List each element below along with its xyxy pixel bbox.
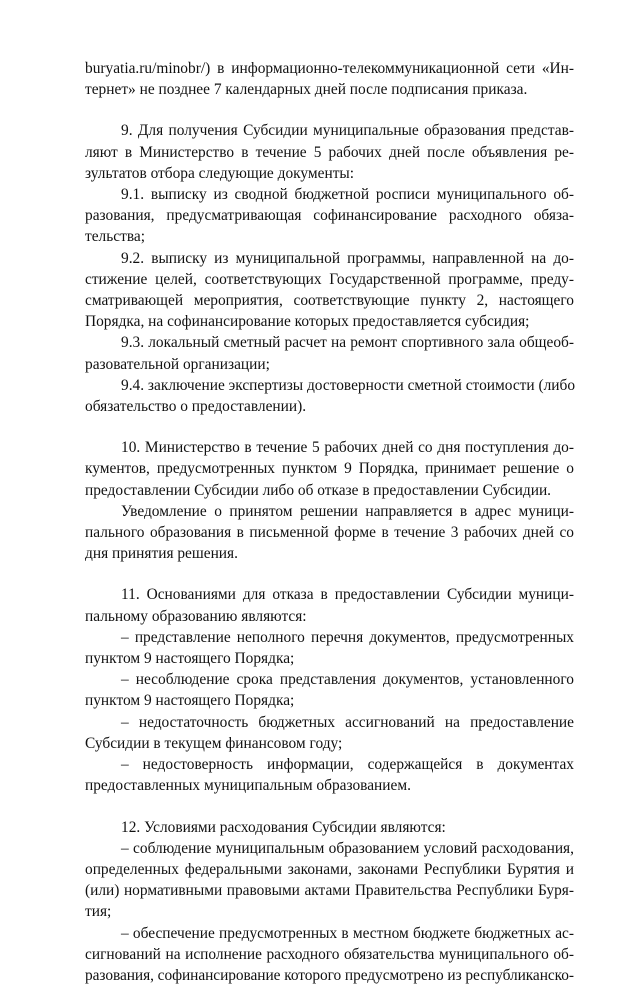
paragraph-gap <box>85 417 574 437</box>
paragraph-p-9-3 <box>85 332 574 374</box>
text-line: определенных федеральными законами, законами Республики Бурятия и <box>85 860 574 878</box>
text-line: 9. Для получения Субсидии муниципальные образования представ- <box>121 122 574 140</box>
paragraph-p-9-2 <box>85 248 574 333</box>
paragraph-gap <box>85 564 574 584</box>
text-line: (или) нормативными правовыми актами Правительства Республики Буря- <box>85 882 574 900</box>
text-line: пунктом 9 настоящего Порядка; <box>85 650 295 668</box>
text-line: зультатов отбора следующие документы: <box>85 164 355 182</box>
paragraph-p-12-a <box>85 838 574 923</box>
paragraph-gap <box>85 100 574 120</box>
paragraph-p-11-b <box>85 669 574 711</box>
text-line: 12. Условиями расходования Субсидии являются: <box>121 818 446 836</box>
text-line: тернет» не позднее 7 календарных дней после подписания приказа. <box>85 81 528 99</box>
text-line: 10. Министерство в течение 5 рабочих дней со дня поступления до- <box>121 439 574 457</box>
paragraph-p-11-a <box>85 627 574 669</box>
text-line: пальному образованию являются: <box>85 607 307 625</box>
text-line: Субсидии в текущем финансовом году; <box>85 734 343 752</box>
text-line: сматривающей мероприятия, соответствующие пункту 2, настоящего <box>85 292 574 310</box>
paragraph-p-10 <box>85 437 574 501</box>
text-line: buryatia.ru/minobr/) в информационно-телекоммуникационной сети «Ин- <box>85 60 574 77</box>
text-line: 9.3. локальный сметный расчет на ремонт спортивного зала общеоб- <box>121 334 574 352</box>
text-line: пунктом 9 настоящего Порядка; <box>85 692 295 710</box>
text-line: Порядка, на софинансирование которых предоставляется субсидия; <box>85 313 530 331</box>
paragraph-p-12-b <box>85 923 574 986</box>
text-line: стижение целей, соответствующих Государственной программе, преду- <box>85 270 574 288</box>
text-line: тия; <box>85 903 112 921</box>
text-line: предоставлении Субсидии либо об отказе в предоставлении Субсидии. <box>85 481 552 499</box>
text-line: – недостаточность бюджетных ассигнований на предоставление <box>121 713 574 731</box>
text-line: 9.1. выписку из сводной бюджетной росписи муниципального об- <box>121 186 574 204</box>
text-line: 11. Основаниями для отказа в предоставлении Субсидии муници- <box>121 586 574 604</box>
paragraph-p-12 <box>85 817 574 838</box>
paragraph-p-10-notice <box>85 501 574 565</box>
text-line: разования, софинансирование которого предусмотрено из республиканско- <box>85 966 574 984</box>
paragraph-p-intro <box>85 58 574 100</box>
text-line: дня принятия решения. <box>85 545 238 563</box>
text-line: пального образования в письменной форме в течение 3 рабочих дней со <box>85 524 574 542</box>
text-line: – недостоверность информации, содержащейся в документах <box>121 756 574 774</box>
paragraph-p-9-4 <box>85 375 574 417</box>
text-line: сигнований на исполнение расходного обязательства муниципального об- <box>85 945 574 963</box>
text-line: обязательство о предоставлении). <box>85 398 307 416</box>
paragraph-p-9-1 <box>85 184 574 248</box>
paragraph-p-11 <box>85 584 574 626</box>
text-line: – соблюдение муниципальным образованием условий расходования, <box>121 839 574 857</box>
paragraph-p-11-c <box>85 712 574 754</box>
text-line: 9.2. выписку из муниципальной программы, направленной на до- <box>121 249 574 267</box>
text-line: – несоблюдение срока представления документов, установленного <box>121 671 574 689</box>
text-line: тельства; <box>85 228 145 246</box>
paragraph-gap <box>85 797 574 817</box>
text-line: предоставленных муниципальным образованием. <box>85 777 411 795</box>
text-line: разовательной организации; <box>85 355 270 373</box>
document-body <box>85 58 574 986</box>
paragraph-p-11-d <box>85 754 574 796</box>
text-line: ляют в Министерство в течение 5 рабочих дней после объявления ре- <box>85 143 574 161</box>
text-line: кументов, предусмотренных пунктом 9 Порядка, принимает решение о <box>85 460 574 478</box>
text-line: 9.4. заключение экспертизы достоверности сметной стоимости (либо <box>121 376 576 394</box>
text-line: – обеспечение предусмотренных в местном бюджете бюджетных ас- <box>121 924 574 942</box>
text-line: – представление неполного перечня документов, предусмотренных <box>121 628 574 646</box>
text-line: разования, предусматривающая софинансирование расходного обяза- <box>85 207 574 225</box>
text-line: Уведомление о принятом решении направляется в адрес муници- <box>121 502 574 520</box>
paragraph-p-9 <box>85 120 574 184</box>
